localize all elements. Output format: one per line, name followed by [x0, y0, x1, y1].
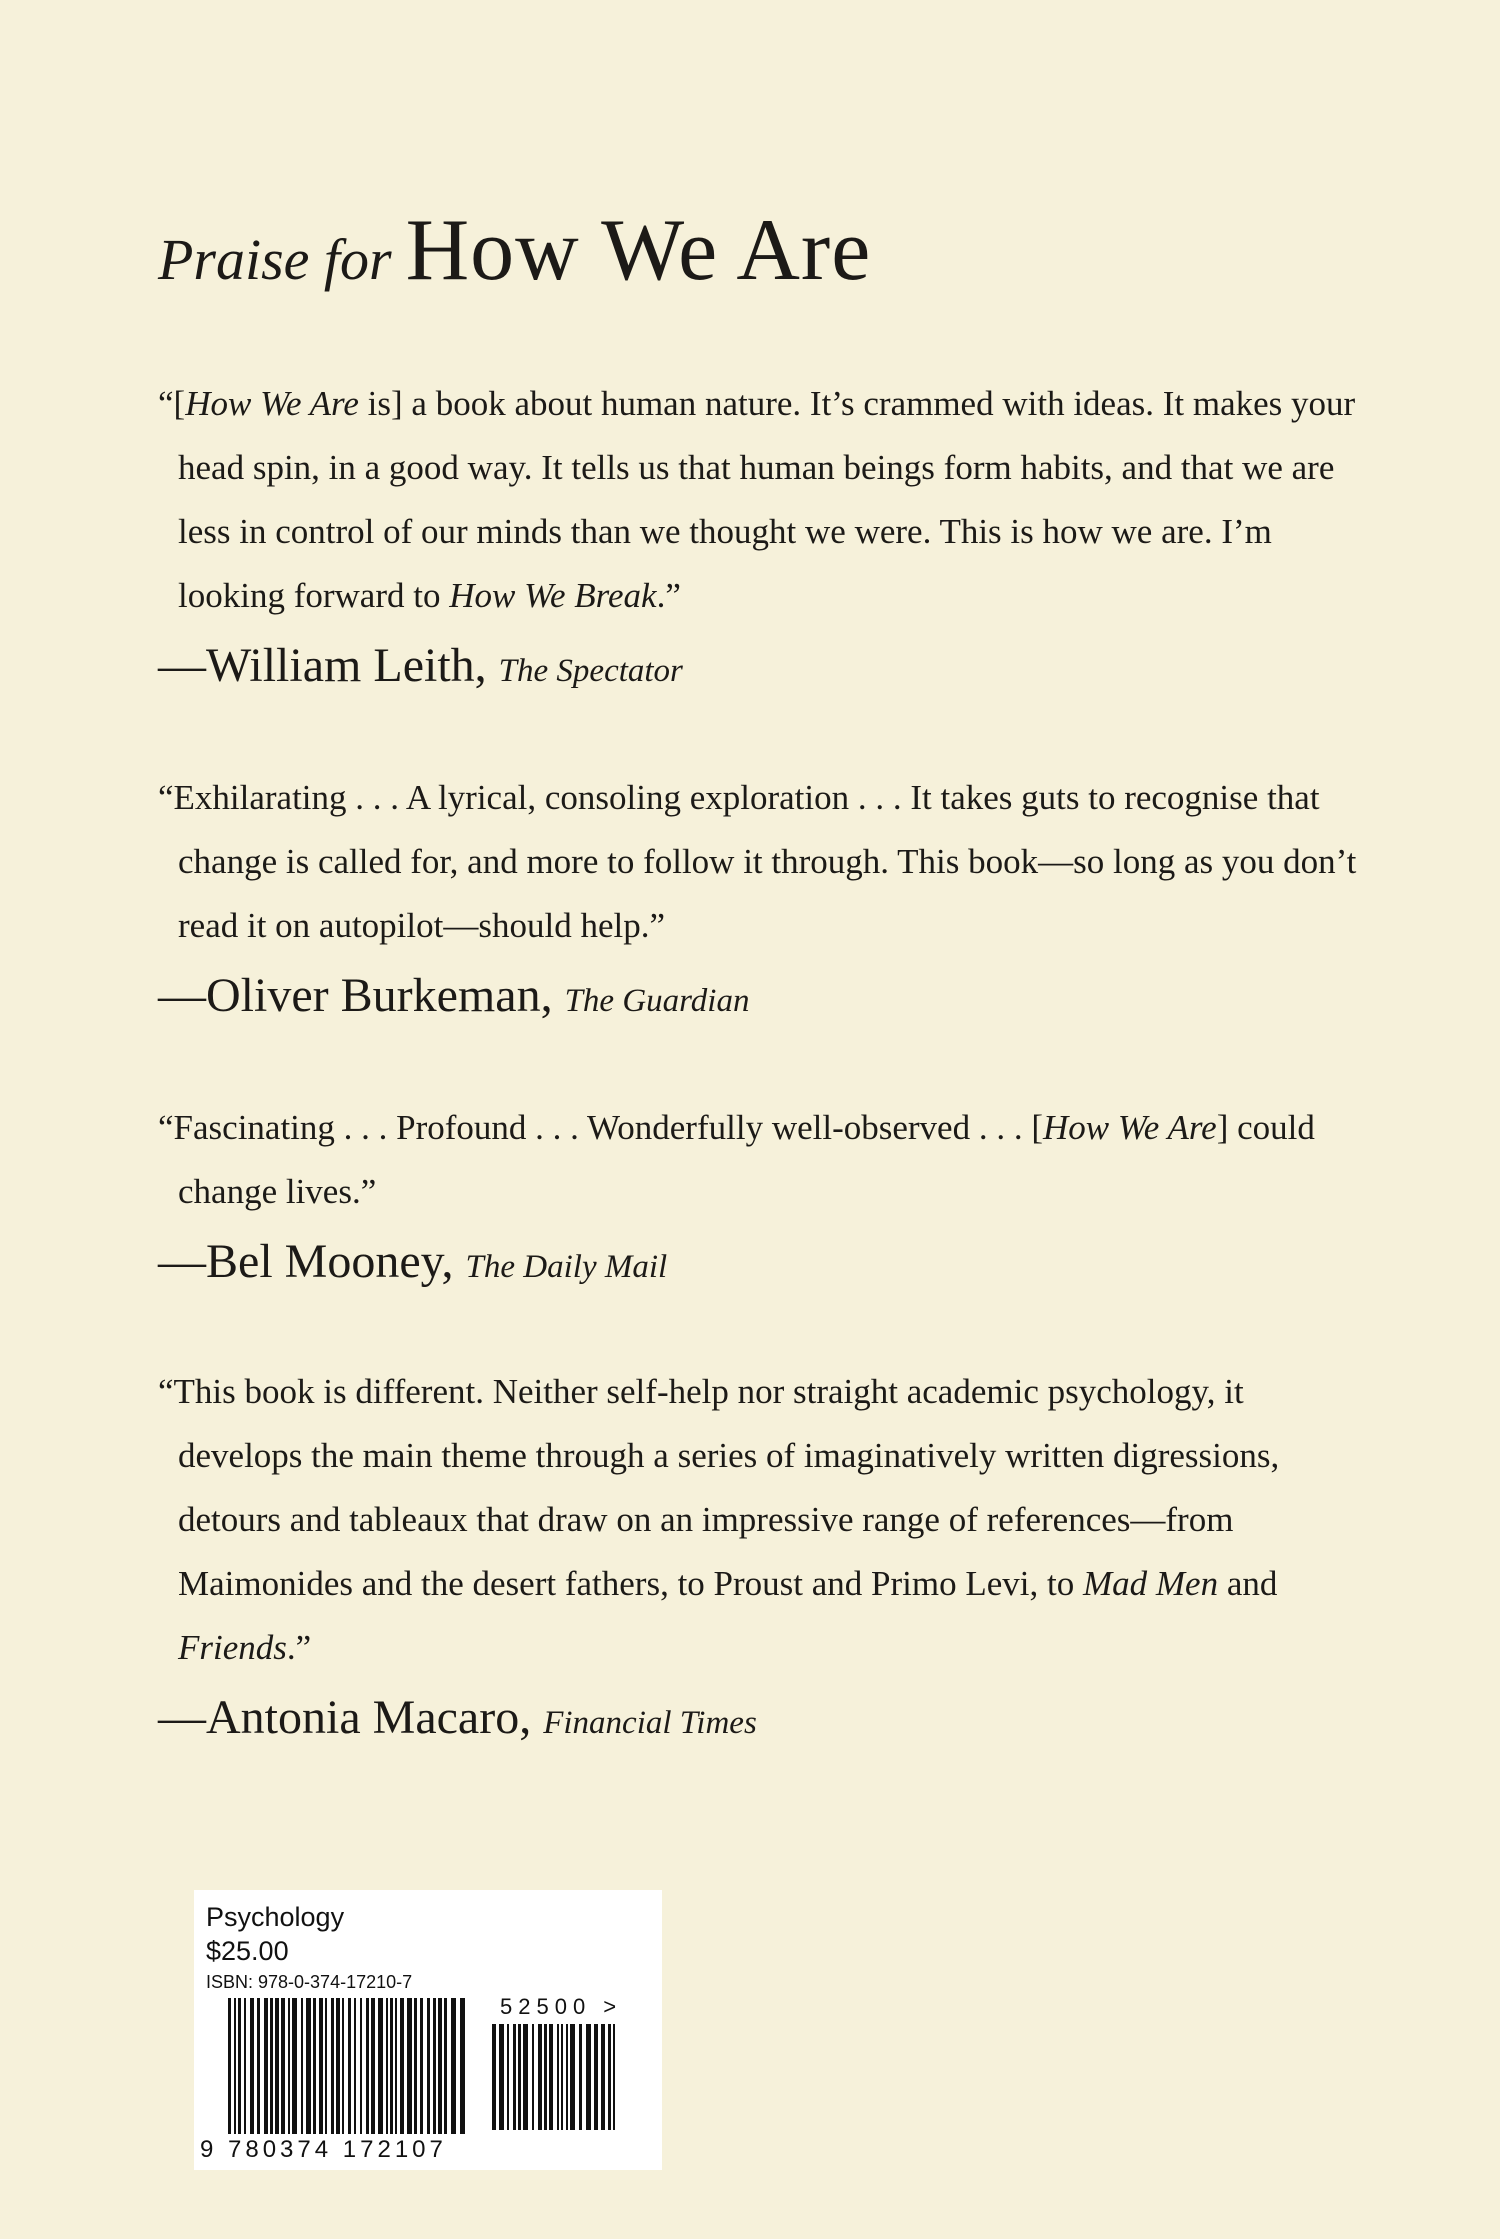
barcode-bar — [549, 2024, 553, 2130]
quote-author: —William Leith, — [158, 639, 487, 692]
price-code: 52500 > — [500, 1994, 623, 2019]
barcode-bar — [348, 1998, 351, 2134]
barcode-bar — [601, 2024, 605, 2130]
barcode-bar — [594, 2024, 598, 2130]
quote-segment: .” — [656, 576, 681, 615]
barcode-bar — [238, 1998, 241, 2134]
barcode-bar — [499, 2024, 504, 2130]
quote-author: —Bel Mooney, — [158, 1235, 454, 1288]
barcode-bar — [579, 2024, 582, 2130]
barcode-bar — [288, 1998, 290, 2134]
quote-2 — [158, 766, 1358, 1039]
barcode-bar — [557, 2024, 559, 2130]
barcode-bar — [544, 2024, 547, 2130]
barcode-bar — [228, 1998, 231, 2134]
barcode-bar — [613, 2024, 615, 2130]
quote-1 — [158, 372, 1358, 709]
quote-source: The Guardian — [564, 983, 750, 1019]
quote-source: The Spectator — [498, 653, 683, 689]
attribution — [158, 628, 1358, 709]
barcode-bar — [532, 2024, 534, 2130]
quote-4 — [158, 1360, 1358, 1761]
barcode-bar — [325, 1998, 327, 2134]
praise-label: Praise for — [158, 227, 392, 292]
barcode-bar — [523, 2024, 528, 2130]
barcode-bar — [433, 1998, 436, 2134]
barcode-icon — [228, 1998, 468, 2134]
barcode-bar — [257, 1998, 260, 2134]
page-title — [158, 200, 871, 301]
barcode-bar — [427, 1998, 430, 2134]
barcode-bar — [438, 1998, 442, 2134]
barcode-bar — [354, 1998, 356, 2134]
barcode-bar — [301, 1998, 303, 2134]
barcode-bar — [451, 1998, 456, 2134]
barcode-bar — [342, 1998, 344, 2134]
quote-3 — [158, 1096, 1358, 1305]
barcode-bar — [244, 1998, 246, 2134]
barcode-bar — [336, 1998, 340, 2134]
italic-title: Friends — [178, 1628, 287, 1667]
barcode-bar — [518, 2024, 521, 2130]
quote-author: —Antonia Macaro, — [158, 1691, 532, 1744]
quote-text — [158, 766, 1358, 958]
barcode-bar — [292, 1998, 297, 2134]
attribution — [158, 1680, 1358, 1761]
barcode-bar — [390, 1998, 393, 2134]
attribution — [158, 1224, 1358, 1305]
quote-author: —Oliver Burkeman, — [158, 969, 553, 1022]
barcode-bar — [366, 1998, 369, 2134]
barcode-label — [194, 1890, 662, 2170]
barcode-bar — [407, 1998, 412, 2134]
quote-segment: “This book is different. Neither self-help nor straight academic psychology, it develops the main theme through a series of imaginatively written digressions, detours and tableaux that draw on an impressive range of references—from Maimonides and the desert fathers, to Proust and Primo Levi, to — [158, 1372, 1280, 1603]
quote-segment: .” — [286, 1628, 312, 1667]
barcode-bar — [331, 1998, 334, 2134]
barcode-bar — [234, 1998, 236, 2134]
barcode-bar — [444, 1998, 447, 2134]
barcode-bar — [538, 2024, 542, 2130]
quote-segment: “Fascinating . . . Profound . . . Wonderfully well-observed . . . [ — [158, 1108, 1043, 1147]
italic-title: How We Are — [1042, 1108, 1217, 1147]
barcode-bar — [513, 2024, 516, 2130]
price-barcode-icon — [492, 2024, 622, 2130]
quote-segment: and — [1218, 1564, 1278, 1603]
barcode-bar — [561, 2024, 563, 2130]
quote-segment: ] could change lives.” — [178, 1108, 1315, 1211]
barcode-bar — [414, 1998, 417, 2134]
barcode-bar — [371, 1998, 375, 2134]
quote-segment: “Exhilarating . . . A lyrical, consoling exploration . . . It takes guts to recognise that change is called for, and more to follow it through. This book—so long as you don’t read it on autopilot—should help.” — [158, 778, 1357, 945]
barcode-bar — [306, 1998, 311, 2134]
book-title: How We Are — [405, 202, 872, 299]
barcode-bar — [386, 1998, 388, 2134]
barcode-bar — [360, 1998, 362, 2134]
barcode-bar — [275, 1998, 279, 2134]
barcode-bar — [264, 1998, 268, 2134]
attribution — [158, 958, 1358, 1039]
barcode-bar — [566, 2024, 568, 2130]
italic-title: How We Break — [449, 576, 657, 615]
barcode-bar — [250, 1998, 254, 2134]
category-label: Psychology — [206, 1902, 345, 1932]
barcode-bar — [378, 1998, 383, 2134]
italic-title: Mad Men — [1082, 1564, 1219, 1603]
barcode-bar — [270, 1998, 273, 2134]
quote-segment: “[ — [158, 384, 186, 423]
quote-text — [158, 1096, 1358, 1224]
italic-title: How We Are — [185, 384, 359, 423]
barcode-bar — [507, 2024, 509, 2130]
quote-source: The Daily Mail — [465, 1249, 668, 1285]
barcode-bar — [608, 2024, 611, 2130]
barcode-bar — [319, 1998, 323, 2134]
barcode-bar — [460, 1998, 465, 2134]
quote-text — [158, 1360, 1358, 1680]
price-label: $25.00 — [206, 1936, 289, 1966]
quote-source: Financial Times — [543, 1705, 757, 1741]
barcode-bar — [281, 1998, 285, 2134]
quote-text — [158, 372, 1358, 628]
barcode-bar — [313, 1998, 316, 2134]
barcode-digits: 9 780374 172107 — [200, 2136, 447, 2163]
barcode-bar — [586, 2024, 591, 2130]
isbn-label: ISBN: 978-0-374-17210-7 — [206, 1972, 413, 1992]
barcode-bar — [395, 1998, 397, 2134]
barcode-bar — [492, 2024, 496, 2130]
barcode-bar — [400, 1998, 404, 2134]
barcode-bar — [570, 2024, 575, 2130]
barcode-bar — [420, 1998, 423, 2134]
quote-segment: is] a book about human nature. It’s crammed with ideas. It makes your head spin, in a good way. It tells us that human beings form habits, and that we are less in control of our minds than we thought we were. This is how we are. I’m looking forward to — [178, 384, 1356, 615]
